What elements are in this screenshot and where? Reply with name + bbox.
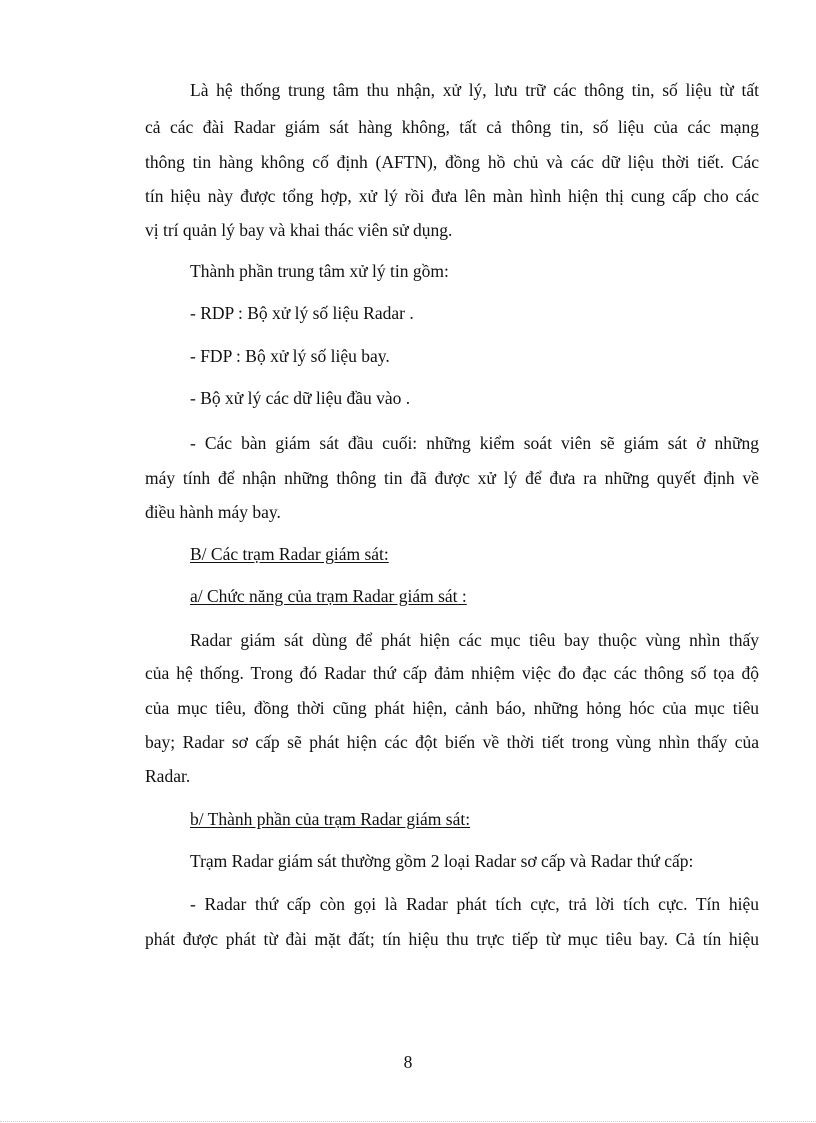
paragraph-1-line-1: Là hệ thống trung tâm thu nhận, xử lý, lưu trữ các thông tin, số liệu từ tất (190, 80, 759, 100)
list-item-fdp: - FDP : Bộ xử lý số liệu bay. (190, 346, 390, 366)
components-intro: Thành phần trung tâm xử lý tin gồm: (190, 261, 449, 281)
paragraph-3-line-3: của mục tiêu, đồng thời cũng phát hiện, cảnh báo, những hỏng hóc của mục tiêu (145, 698, 759, 718)
paragraph-1-line-2: cả các đài Radar giám sát hàng không, tất cả thông tin, số liệu của các mạng (145, 117, 759, 137)
paragraph-1-line-3: thông tin hàng không cố định (AFTN), đồng hồ chủ và các dữ liệu thời tiết. Các (145, 152, 759, 172)
paragraph-3-line-2: của hệ thống. Trong đó Radar thứ cấp đảm nhiệm việc đo đạc các thông số tọa độ (145, 663, 759, 683)
paragraph-2-line-3: điều hành máy bay. (145, 502, 281, 522)
paragraph-5-line-2: phát được phát từ đài mặt đất; tín hiệu thu trực tiếp từ mục tiêu bay. Cả tín hiệu (145, 929, 759, 949)
paragraph-3-line-4: bay; Radar sơ cấp sẽ phát hiện các đột biến về thời tiết trong vùng nhìn thấy của (145, 732, 759, 752)
subheading-a: a/ Chức năng của trạm Radar giám sát : (190, 586, 467, 606)
page-number: 8 (403, 1052, 413, 1072)
paragraph-4: Trạm Radar giám sát thường gồm 2 loại Radar sơ cấp và Radar thứ cấp: (190, 851, 694, 871)
page-bottom-divider (0, 1121, 816, 1122)
paragraph-5-line-1: - Radar thứ cấp còn gọi là Radar phát tích cực, trả lời tích cực. Tín hiệu (190, 894, 759, 914)
list-item-rdp: - RDP : Bộ xử lý số liệu Radar . (190, 303, 414, 323)
paragraph-1-line-4: tín hiệu này được tổng hợp, xử lý rồi đưa lên màn hình hiện thị cung cấp cho các (145, 186, 759, 206)
paragraph-3-line-5: Radar. (145, 766, 191, 786)
paragraph-1-line-5: vị trí quản lý bay và khai thác viên sử dụng. (145, 220, 453, 240)
paragraph-3-line-1: Radar giám sát dùng để phát hiện các mục tiêu bay thuộc vùng nhìn thấy (190, 630, 759, 650)
section-heading-b: B/ Các trạm Radar giám sát: (190, 544, 389, 564)
subheading-b: b/ Thành phần của trạm Radar giám sát: (190, 809, 471, 829)
paragraph-2-line-2: máy tính để nhận những thông tin đã được xử lý để đưa ra những quyết định về (145, 468, 759, 488)
list-item-input-processor: - Bộ xử lý các dữ liệu đầu vào . (190, 388, 411, 408)
paragraph-2-line-1: - Các bàn giám sát đầu cuối: những kiểm soát viên sẽ giám sát ở những (190, 433, 759, 453)
